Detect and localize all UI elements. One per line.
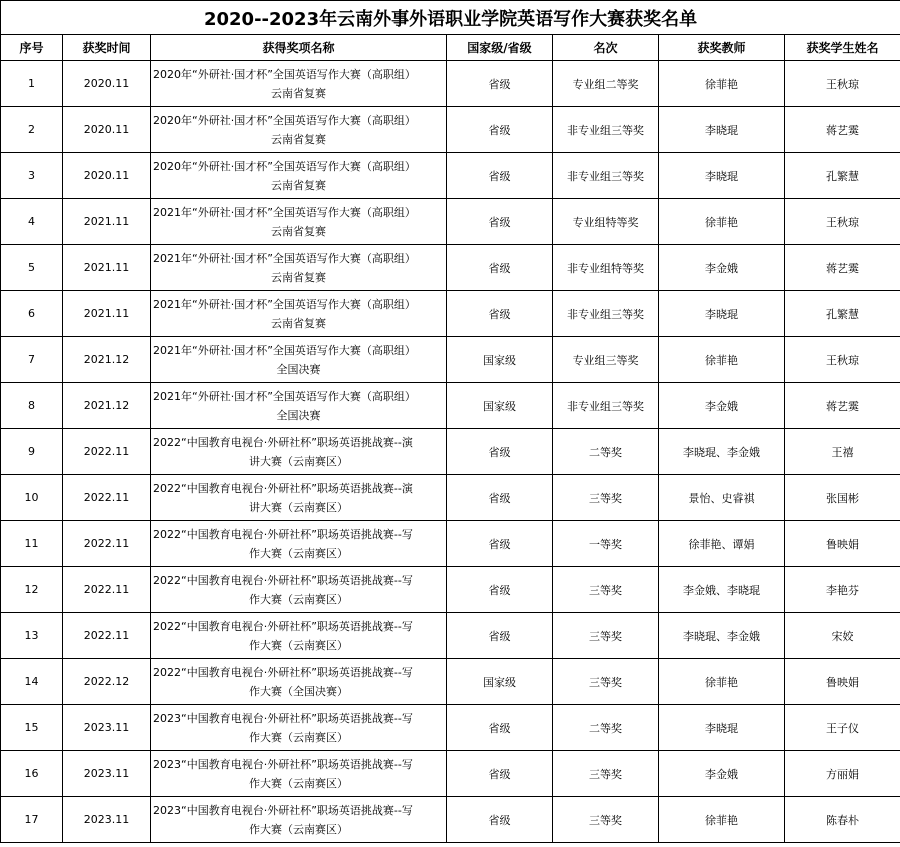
cell-award-name xyxy=(151,199,447,245)
cell-teacher: 李晓琨、李金娥 xyxy=(659,613,785,659)
cell-award-name xyxy=(151,383,447,429)
cell-rank: 三等奖 xyxy=(553,797,659,843)
cell-level: 省级 xyxy=(447,567,553,613)
cell-rank: 非专业组三等奖 xyxy=(553,107,659,153)
award-name-line-1: 2021年“外研社·国才杯”全国英语写作大赛（高职组） xyxy=(153,251,416,265)
page-title: 2020--2023年云南外事外语职业学院英语写作大赛获奖名单 xyxy=(1,1,900,35)
cell-index: 3 xyxy=(1,153,63,199)
cell-award-name xyxy=(151,751,447,797)
cell-student: 王子仪 xyxy=(785,705,900,751)
header-award-name: 获得奖项名称 xyxy=(151,35,447,61)
cell-date: 2021.12 xyxy=(63,337,151,383)
cell-rank: 专业组三等奖 xyxy=(553,337,659,383)
cell-level: 省级 xyxy=(447,521,553,567)
table-row xyxy=(1,107,900,153)
award-name-line-2: 作大赛（云南赛区） xyxy=(249,822,348,836)
table-row xyxy=(1,61,900,107)
cell-date: 2021.11 xyxy=(63,199,151,245)
cell-rank: 非专业组特等奖 xyxy=(553,245,659,291)
cell-student: 王禧 xyxy=(785,429,900,475)
award-name-line-2: 全国决赛 xyxy=(276,408,321,422)
cell-rank: 二等奖 xyxy=(553,705,659,751)
cell-rank: 三等奖 xyxy=(553,475,659,521)
cell-rank: 三等奖 xyxy=(553,613,659,659)
cell-award-name xyxy=(151,291,447,337)
cell-student: 鲁映娟 xyxy=(785,659,900,705)
cell-award-name xyxy=(151,521,447,567)
award-name-line-1: 2021年“外研社·国才杯”全国英语写作大赛（高职组） xyxy=(153,389,416,403)
cell-level: 省级 xyxy=(447,199,553,245)
cell-student: 陈春朴 xyxy=(785,797,900,843)
cell-student: 蒋艺霙 xyxy=(785,107,900,153)
cell-student: 王秋琼 xyxy=(785,337,900,383)
cell-award-name xyxy=(151,429,447,475)
cell-date: 2022.11 xyxy=(63,613,151,659)
cell-teacher: 徐菲艳 xyxy=(659,797,785,843)
table-row xyxy=(1,705,900,751)
cell-rank: 二等奖 xyxy=(553,429,659,475)
table-row xyxy=(1,199,900,245)
table-row xyxy=(1,245,900,291)
award-name-line-2: 云南省复赛 xyxy=(271,224,326,238)
cell-teacher: 徐菲艳 xyxy=(659,199,785,245)
award-name-line-2: 云南省复赛 xyxy=(271,132,326,146)
cell-teacher: 徐菲艳、谭娟 xyxy=(659,521,785,567)
cell-index: 2 xyxy=(1,107,63,153)
cell-student: 方丽娟 xyxy=(785,751,900,797)
award-name-line-2: 作大赛（全国决赛） xyxy=(249,684,348,698)
cell-rank: 一等奖 xyxy=(553,521,659,567)
header-date: 获奖时间 xyxy=(63,35,151,61)
header-level: 国家级/省级 xyxy=(447,35,553,61)
table-row xyxy=(1,153,900,199)
cell-student: 鲁映娟 xyxy=(785,521,900,567)
award-name-line-2: 云南省复赛 xyxy=(271,86,326,100)
cell-rank: 三等奖 xyxy=(553,659,659,705)
cell-index: 4 xyxy=(1,199,63,245)
award-name-line-1: 2023“中国教育电视台·外研社杯”职场英语挑战赛--写 xyxy=(153,803,413,817)
table-row xyxy=(1,751,900,797)
cell-rank: 非专业组三等奖 xyxy=(553,291,659,337)
cell-date: 2022.11 xyxy=(63,521,151,567)
cell-level: 省级 xyxy=(447,613,553,659)
cell-date: 2022.11 xyxy=(63,429,151,475)
cell-level: 省级 xyxy=(447,751,553,797)
cell-award-name xyxy=(151,613,447,659)
award-name-line-1: 2020年“外研社·国才杯”全国英语写作大赛（高职组） xyxy=(153,159,416,173)
table-row xyxy=(1,383,900,429)
cell-date: 2021.11 xyxy=(63,291,151,337)
cell-teacher: 徐菲艳 xyxy=(659,61,785,107)
cell-teacher: 李金娥 xyxy=(659,751,785,797)
cell-rank: 专业组特等奖 xyxy=(553,199,659,245)
cell-student: 李艳芬 xyxy=(785,567,900,613)
award-name-line-1: 2022“中国教育电视台·外研社杯”职场英语挑战赛--演 xyxy=(153,435,413,449)
cell-date: 2023.11 xyxy=(63,751,151,797)
award-name-line-1: 2021年“外研社·国才杯”全国英语写作大赛（高职组） xyxy=(153,343,416,357)
cell-index: 1 xyxy=(1,61,63,107)
cell-level: 省级 xyxy=(447,245,553,291)
award-name-line-2: 云南省复赛 xyxy=(271,270,326,284)
award-name-line-1: 2021年“外研社·国才杯”全国英语写作大赛（高职组） xyxy=(153,297,416,311)
cell-date: 2021.11 xyxy=(63,245,151,291)
cell-rank: 非专业组三等奖 xyxy=(553,153,659,199)
cell-teacher: 李金娥 xyxy=(659,245,785,291)
header-teacher: 获奖教师 xyxy=(659,35,785,61)
cell-date: 2022.11 xyxy=(63,567,151,613)
cell-award-name xyxy=(151,475,447,521)
cell-index: 6 xyxy=(1,291,63,337)
cell-index: 11 xyxy=(1,521,63,567)
cell-award-name xyxy=(151,107,447,153)
cell-level: 省级 xyxy=(447,797,553,843)
cell-teacher: 李金娥、李晓琨 xyxy=(659,567,785,613)
cell-award-name xyxy=(151,153,447,199)
cell-student: 宋姣 xyxy=(785,613,900,659)
table-row xyxy=(1,659,900,705)
award-name-line-1: 2020年“外研社·国才杯”全国英语写作大赛（高职组） xyxy=(153,113,416,127)
header-rank: 名次 xyxy=(553,35,659,61)
table-row xyxy=(1,521,900,567)
cell-student: 王秋琼 xyxy=(785,61,900,107)
cell-teacher: 徐菲艳 xyxy=(659,337,785,383)
table-row xyxy=(1,567,900,613)
cell-teacher: 李晓琨 xyxy=(659,291,785,337)
award-name-line-1: 2022“中国教育电视台·外研社杯”职场英语挑战赛--写 xyxy=(153,665,413,679)
award-name-line-2: 作大赛（云南赛区） xyxy=(249,546,348,560)
cell-index: 15 xyxy=(1,705,63,751)
cell-teacher: 李晓琨、李金娥 xyxy=(659,429,785,475)
cell-index: 5 xyxy=(1,245,63,291)
award-name-line-2: 云南省复赛 xyxy=(271,178,326,192)
cell-date: 2021.12 xyxy=(63,383,151,429)
cell-award-name xyxy=(151,337,447,383)
award-name-line-1: 2022“中国教育电视台·外研社杯”职场英语挑战赛--写 xyxy=(153,573,413,587)
award-name-line-1: 2022“中国教育电视台·外研社杯”职场英语挑战赛--写 xyxy=(153,527,413,541)
header-row xyxy=(1,35,900,61)
cell-level: 省级 xyxy=(447,705,553,751)
cell-rank: 非专业组三等奖 xyxy=(553,383,659,429)
cell-teacher: 李晓琨 xyxy=(659,153,785,199)
award-name-line-1: 2022“中国教育电视台·外研社杯”职场英语挑战赛--写 xyxy=(153,619,413,633)
table-row xyxy=(1,429,900,475)
cell-teacher: 景怡、史睿祺 xyxy=(659,475,785,521)
cell-index: 13 xyxy=(1,613,63,659)
cell-level: 省级 xyxy=(447,475,553,521)
cell-index: 9 xyxy=(1,429,63,475)
cell-date: 2020.11 xyxy=(63,61,151,107)
cell-level: 国家级 xyxy=(447,383,553,429)
cell-level: 国家级 xyxy=(447,659,553,705)
table-row xyxy=(1,291,900,337)
cell-student: 孔繁慧 xyxy=(785,153,900,199)
award-name-line-2: 作大赛（云南赛区） xyxy=(249,592,348,606)
cell-award-name xyxy=(151,61,447,107)
cell-level: 省级 xyxy=(447,429,553,475)
cell-level: 省级 xyxy=(447,291,553,337)
header-index: 序号 xyxy=(1,35,63,61)
cell-award-name xyxy=(151,797,447,843)
cell-level: 国家级 xyxy=(447,337,553,383)
cell-teacher: 徐菲艳 xyxy=(659,659,785,705)
cell-rank: 三等奖 xyxy=(553,751,659,797)
cell-teacher: 李晓琨 xyxy=(659,107,785,153)
cell-teacher: 李晓琨 xyxy=(659,705,785,751)
table-row xyxy=(1,337,900,383)
cell-index: 10 xyxy=(1,475,63,521)
cell-date: 2022.12 xyxy=(63,659,151,705)
award-name-line-2: 作大赛（云南赛区） xyxy=(249,638,348,652)
cell-rank: 专业组二等奖 xyxy=(553,61,659,107)
award-name-line-2: 全国决赛 xyxy=(276,362,321,376)
cell-index: 14 xyxy=(1,659,63,705)
cell-date: 2023.11 xyxy=(63,797,151,843)
cell-student: 王秋琼 xyxy=(785,199,900,245)
cell-award-name xyxy=(151,705,447,751)
cell-student: 蒋艺霙 xyxy=(785,245,900,291)
cell-award-name xyxy=(151,245,447,291)
award-name-line-1: 2023“中国教育电视台·外研社杯”职场英语挑战赛--写 xyxy=(153,757,413,771)
award-name-line-1: 2023“中国教育电视台·外研社杯”职场英语挑战赛--写 xyxy=(153,711,413,725)
award-name-line-1: 2021年“外研社·国才杯”全国英语写作大赛（高职组） xyxy=(153,205,416,219)
cell-index: 17 xyxy=(1,797,63,843)
cell-student: 蒋艺霙 xyxy=(785,383,900,429)
cell-rank: 三等奖 xyxy=(553,567,659,613)
cell-date: 2023.11 xyxy=(63,705,151,751)
award-name-line-1: 2022“中国教育电视台·外研社杯”职场英语挑战赛--演 xyxy=(153,481,413,495)
award-name-line-2: 作大赛（云南赛区） xyxy=(249,776,348,790)
award-name-line-1: 2020年“外研社·国才杯”全国英语写作大赛（高职组） xyxy=(153,67,416,81)
cell-index: 8 xyxy=(1,383,63,429)
table-row xyxy=(1,475,900,521)
table-row xyxy=(1,613,900,659)
cell-level: 省级 xyxy=(447,107,553,153)
award-name-line-2: 讲大赛（云南赛区） xyxy=(249,500,348,514)
cell-index: 12 xyxy=(1,567,63,613)
award-name-line-2: 云南省复赛 xyxy=(271,316,326,330)
cell-index: 16 xyxy=(1,751,63,797)
header-student: 获奖学生姓名 xyxy=(785,35,900,61)
award-name-line-2: 作大赛（云南赛区） xyxy=(249,730,348,744)
cell-teacher: 李金娥 xyxy=(659,383,785,429)
cell-date: 2020.11 xyxy=(63,153,151,199)
cell-level: 省级 xyxy=(447,61,553,107)
cell-level: 省级 xyxy=(447,153,553,199)
cell-award-name xyxy=(151,567,447,613)
cell-date: 2020.11 xyxy=(63,107,151,153)
cell-award-name xyxy=(151,659,447,705)
award-name-line-2: 讲大赛（云南赛区） xyxy=(249,454,348,468)
cell-student: 孔繁慧 xyxy=(785,291,900,337)
cell-index: 7 xyxy=(1,337,63,383)
table-row xyxy=(1,797,900,843)
cell-student: 张国彬 xyxy=(785,475,900,521)
cell-date: 2022.11 xyxy=(63,475,151,521)
